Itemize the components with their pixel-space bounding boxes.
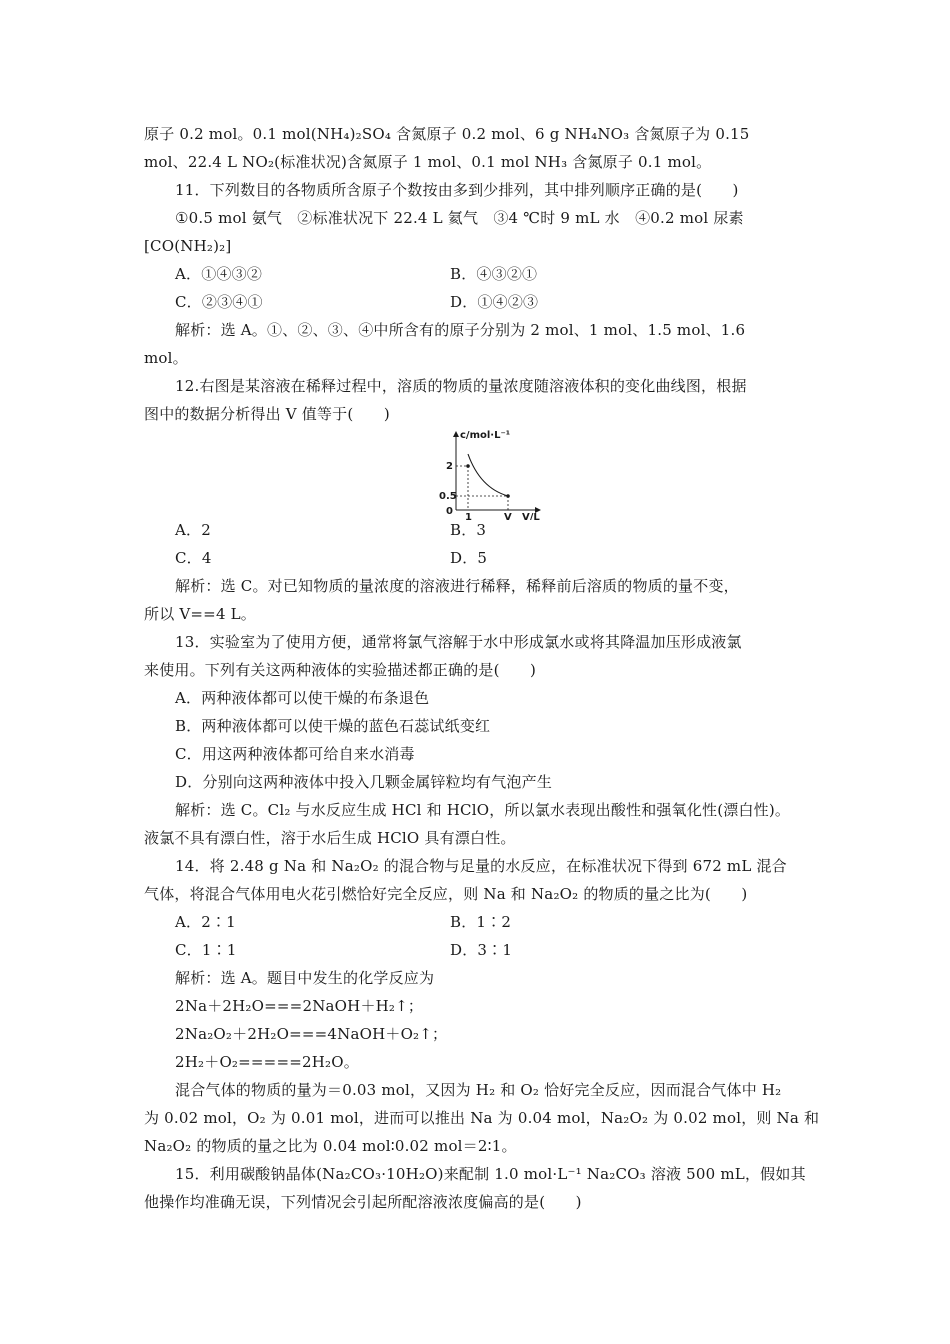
option-c: C．1∶1 [175, 941, 237, 959]
text-line: mol、22.4 L NO₂(标准状况)含氮原子 1 mol、0.1 mol NH₃ 含氮原子 0.1 mol。 [144, 153, 712, 171]
curve-line [468, 454, 508, 496]
question-13: 13．实验室为了使用方便，通常将氯气溶解于水中形成氯水或将其降温加压形成液氯 [175, 633, 742, 651]
text-line: ①0.5 mol 氨气 ②标准状况下 22.4 L 氦气 ③4 ℃时 9 mL 水 ④0.2 mol 尿素 [175, 209, 744, 227]
x-tick-label: V [504, 512, 512, 520]
text-line: 为 0.02 mol，O₂ 为 0.01 mol，进而可以推出 Na 为 0.04 mol，Na₂O₂ 为 0.02 mol，则 Na 和 [144, 1109, 820, 1127]
option-d: D．3∶1 [450, 941, 513, 959]
option-b: B．④③②① [450, 265, 538, 283]
text-line: mol。 [144, 349, 188, 367]
text-line: 所以 V==4 L。 [144, 605, 257, 623]
question-12: 12.右图是某溶液在稀释过程中，溶质的物质的量浓度随溶液体积的变化曲线图，根据 [175, 377, 747, 395]
origin-label: 0 [446, 506, 453, 517]
dilution-curve-figure [436, 428, 546, 520]
option-b: B．两种液体都可以使干燥的蓝色石蕊试纸变红 [175, 717, 491, 735]
y-axis-label: c/mol·L⁻¹ [460, 430, 511, 441]
text-line: 气体，将混合气体用电火花引燃恰好完全反应，则 Na 和 Na₂O₂ 的物质的量之比为( ) [144, 885, 748, 903]
question-14: 14．将 2.48 g Na 和 Na₂O₂ 的混合物与足量的水反应，在标准状况下得到 672 mL 混合 [175, 857, 787, 875]
text-line: 图中的数据分析得出 V 值等于( ) [144, 405, 390, 423]
option-a: A．两种液体都可以使干燥的布条退色 [175, 689, 430, 707]
data-point [466, 464, 470, 468]
option-b: B．1∶2 [450, 913, 512, 931]
option-c: C．用这两种液体都可给自来水消毒 [175, 745, 415, 763]
answer-explanation: 解析：选 C。对已知物质的量浓度的溶液进行稀释，稀释前后溶质的物质的量不变， [175, 577, 739, 595]
option-d: D．①④②③ [450, 293, 539, 311]
question-11: 11．下列数目的各物质所含原子个数按由多到少排列，其中排列顺序正确的是( ) [175, 181, 739, 199]
text-line: 原子 0.2 mol。0.1 mol(NH₄)₂SO₄ 含氮原子 0.2 mol、6 g NH₄NO₃ 含氮原子为 0.15 [144, 125, 750, 143]
text-line: [CO(NH₂)₂] [144, 237, 232, 255]
option-a: A．2∶1 [175, 913, 236, 931]
text-line: 来使用。下列有关这两种液体的实验描述都正确的是( ) [144, 661, 537, 679]
answer-explanation: 解析：选 A。题目中发生的化学反应为 [175, 969, 435, 987]
x-tick-label: 1 [465, 512, 472, 520]
answer-explanation: 解析：选 A。①、②、③、④中所含有的原子分别为 2 mol、1 mol、1.5 mol、1.6 [175, 321, 746, 339]
data-point [506, 494, 510, 498]
equation: 2Na＋2H₂O===2NaOH＋H₂↑； [175, 997, 424, 1015]
text-line: 混合气体的物质的量为＝0.03 mol，又因为 H₂ 和 O₂ 恰好完全反应，因而混合气体中 H₂ [175, 1081, 782, 1099]
answer-explanation: 解析：选 C。Cl₂ 与水反应生成 HCl 和 HClO，所以氯水表现出酸性和强氧化性(漂白性)。 [175, 801, 791, 819]
option-c: C．②③④① [175, 293, 263, 311]
text-line: 他操作均准确无误，下列情况会引起所配溶液浓度偏高的是( ) [144, 1193, 582, 1211]
text-line: 液氯不具有漂白性，溶于水后生成 HClO 具有漂白性。 [144, 829, 516, 847]
option-d: D．5 [450, 549, 488, 567]
question-15: 15．利用碳酸钠晶体(Na₂CO₃·10H₂O)来配制 1.0 mol·L⁻¹ Na₂CO₃ 溶液 500 mL，假如其 [175, 1165, 806, 1183]
equation: 2H₂＋O₂=====2H₂O。 [175, 1053, 359, 1071]
y-tick-label: 2 [446, 461, 453, 472]
option-c: C．4 [175, 549, 212, 567]
x-axis-label: V/L [522, 512, 540, 520]
text-line: Na₂O₂ 的物质的量之比为 0.04 mol∶0.02 mol＝2∶1。 [144, 1137, 517, 1155]
option-b: B．3 [450, 521, 487, 539]
y-tick-label: 0.5 [439, 491, 457, 502]
equation: 2Na₂O₂＋2H₂O===4NaOH＋O₂↑； [175, 1025, 448, 1043]
option-a: A．2 [175, 521, 211, 539]
option-a: A．①④③② [175, 265, 263, 283]
option-d: D．分别向这两种液体中投入几颗金属锌粒均有气泡产生 [175, 773, 553, 791]
